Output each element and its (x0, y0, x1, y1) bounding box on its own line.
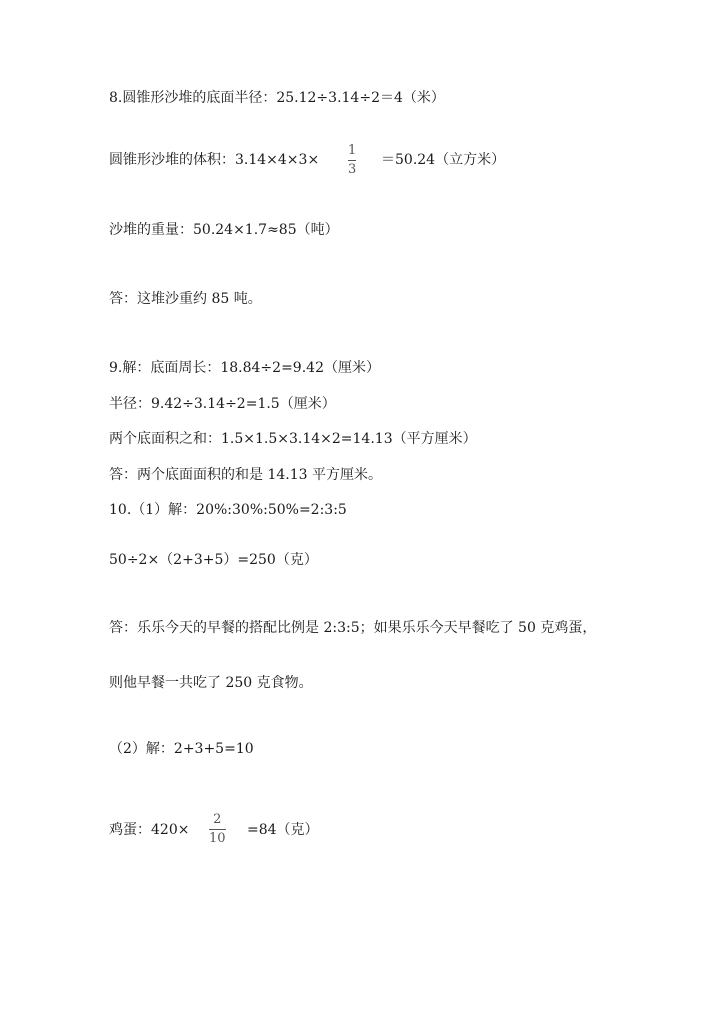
q10-part2-egg-suffix: =84（克） (247, 822, 319, 838)
q8-fraction (348, 144, 356, 177)
q8-line-volume-suffix: ＝50.24（立方米） (381, 152, 506, 168)
q10-part1-answer-line2: 则他早餐一共吃了 250 克食物。 (109, 675, 313, 691)
q8-answer: 答：这堆沙重约 85 吨。 (109, 291, 262, 307)
q8-fraction-numerator: 1 (348, 143, 357, 158)
q8-fraction-denominator: 3 (348, 162, 357, 177)
fraction-bar (348, 160, 356, 161)
q9-answer: 答：两个底面面积的和是 14.13 平方厘米。 (109, 467, 382, 483)
q8-line-weight: 沙堆的重量：50.24×1.7≈85（吨） (109, 222, 339, 238)
q10-part2-egg-prefix: 鸡蛋：420× (109, 822, 190, 838)
q10-fraction-numerator: 2 (213, 812, 222, 827)
fraction-bar (209, 829, 226, 830)
q8-line-volume-prefix: 圆锥形沙堆的体积：3.14×4×3× (109, 152, 320, 168)
q10-fraction (209, 813, 226, 846)
q9-line-area-sum: 两个底面积之和：1.5×1.5×3.14×2=14.13（平方厘米） (109, 431, 477, 447)
q9-line-circumference: 9.解：底面周长：18.84÷2=9.42（厘米） (109, 360, 380, 376)
q9-line-radius: 半径：9.42÷3.14÷2=1.5（厘米） (109, 396, 336, 412)
q8-line-radius: 8.圆锥形沙堆的底面半径：25.12÷3.14÷2＝4（米） (109, 90, 445, 106)
q10-part2-sum: （2）解：2+3+5=10 (109, 741, 254, 757)
q10-fraction-denominator: 10 (209, 831, 226, 846)
q10-part1-ratio: 10.（1）解：20%:30%:50%=2:3:5 (109, 502, 347, 518)
q10-part1-answer-line1: 答：乐乐今天的早餐的搭配比例是 2:3:5；如果乐乐今天早餐吃了 50 克鸡蛋， (109, 620, 597, 636)
q10-part1-total: 50÷2×（2+3+5）=250（克） (109, 552, 318, 568)
